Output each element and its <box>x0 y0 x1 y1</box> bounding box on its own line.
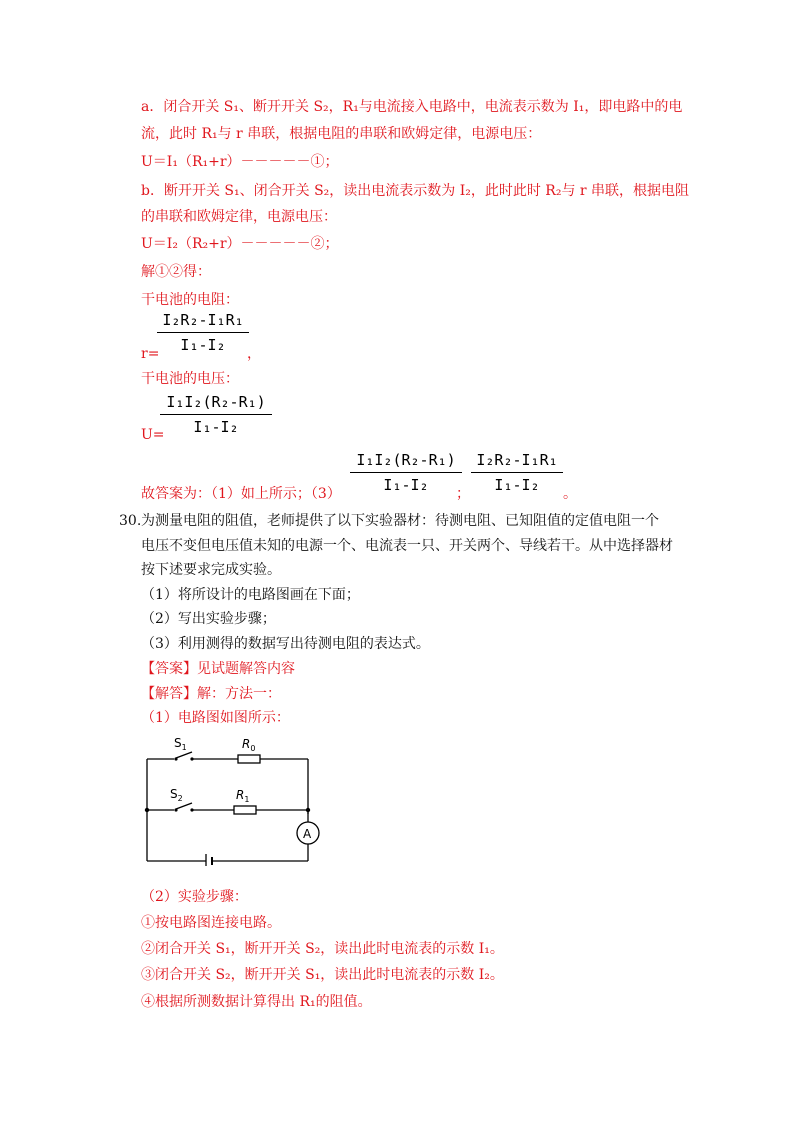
r-fraction <box>157 310 249 355</box>
r-suffix: ， <box>247 346 261 362</box>
switch-s2-pivot <box>174 808 177 811</box>
analysis-row <box>141 684 281 704</box>
steps-title: （2）实验步骤： <box>141 889 248 905</box>
circuit-caption: （1）电路图如图所示： <box>141 710 290 726</box>
step-4: ④根据所测数据计算得出 R₁的阻值。 <box>141 994 372 1010</box>
fraction-bar <box>157 332 249 333</box>
switch-s2-contact <box>190 808 193 811</box>
fraction-bar <box>471 472 563 473</box>
requirement-1: （1）将所设计的电路图画在下面； <box>141 587 360 603</box>
resistor-r0 <box>238 755 260 763</box>
solution-line-a1: a．闭合开关 S₁、断开开关 S₂，R₁与电流接入电路中，电流表示数为 I₁，即电路中的电 <box>141 99 683 115</box>
u-denominator: I₁-I₂ <box>193 418 239 436</box>
equation-1: U＝I₁（R₁+r）－－－－－①； <box>141 154 339 170</box>
r-denominator: I₁-I₂ <box>180 336 226 354</box>
answer-separator: ； <box>456 486 470 502</box>
equation-2: U＝I₂（R₂+r）－－－－－②； <box>141 236 339 252</box>
answer-fraction-1 <box>350 450 462 495</box>
junction-right <box>306 808 310 812</box>
label-r0: $R_0$ <box>242 737 256 753</box>
answer-fraction-2-denominator: I₁-I₂ <box>494 476 540 494</box>
junction-left <box>145 808 149 812</box>
u-title: 干电池的电压： <box>141 371 239 387</box>
solution-line-a2: 流，此时 R₁与 r 串联，根据电阻的串联和欧姆定律，电源电压： <box>141 126 542 142</box>
answer-fraction-2-numerator: I₂R₂-I₁R₁ <box>476 451 558 469</box>
answer-row <box>141 659 295 679</box>
answer-end: 。 <box>563 486 577 502</box>
switch-s1-pivot <box>174 757 177 760</box>
question-stem-3: 按下述要求完成实验。 <box>141 562 281 578</box>
label-s1: $S_1$ <box>174 736 187 752</box>
step-2: ②闭合开关 S₁，断开开关 S₂，读出此时电流表的示数 I₁。 <box>141 941 504 957</box>
solution-line-b2: 的串联和欧姆定律，电源电压： <box>141 209 337 225</box>
answer-fraction-2 <box>471 450 563 495</box>
analysis-tag: 【解答】 <box>141 686 197 702</box>
answer-fraction-1-denominator: I₁-I₂ <box>383 476 429 494</box>
r-prefix: r= <box>141 346 160 362</box>
resistor-r1 <box>234 806 256 814</box>
u-fraction <box>160 392 272 437</box>
label-s2: $S_2$ <box>170 787 183 803</box>
switch-s1-blade <box>176 752 192 758</box>
question-stem-1: 为测量电阻的阻值，老师提供了以下实验器材：待测电阻、已知阻值的定值电阻一个 <box>141 513 659 529</box>
u-prefix: U= <box>141 427 165 443</box>
step-1: ①按电路图连接电路。 <box>141 915 281 931</box>
step-3: ③闭合开关 S₂，断开开关 S₁，读出此时电流表的示数 I₂。 <box>141 967 504 983</box>
label-ammeter: A <box>303 827 312 841</box>
analysis-text: 解：方法一： <box>197 686 281 702</box>
answer-line-prefix: 故答案为：（1）如上所示；（3） <box>141 486 341 502</box>
answer-text: 见试题解答内容 <box>197 661 295 677</box>
requirement-3: （3）利用测得的数据写出待测电阻的表达式。 <box>141 636 430 652</box>
answer-tag: 【答案】 <box>141 661 197 677</box>
answer-fraction-1-numerator: I₁I₂(R₂-R₁) <box>356 451 456 469</box>
switch-s1-contact <box>190 757 193 760</box>
label-r1: $R_1$ <box>236 788 250 804</box>
r-numerator: I₂R₂-I₁R₁ <box>162 311 244 329</box>
fraction-bar <box>160 414 272 415</box>
solution-line-b1: b．断开开关 S₁、闭合开关 S₂，读出电流表示数为 I₂，此时此时 R₂与 r 串联，根据电阻 <box>141 183 690 199</box>
switch-s2-blade <box>176 803 192 809</box>
solve-line: 解①②得： <box>141 264 211 280</box>
fraction-bar <box>350 472 462 473</box>
requirement-2: （2）写出实验步骤； <box>141 611 276 627</box>
u-numerator: I₁I₂(R₂-R₁) <box>166 393 266 411</box>
r-title: 干电池的电阻： <box>141 292 239 308</box>
question-stem-2: 电压不变但电压值未知的电源一个、电流表一只、开关两个、导线若干。从中选择器材 <box>141 538 673 554</box>
circuit-diagram <box>140 732 330 866</box>
question-number: 30. <box>119 513 142 529</box>
